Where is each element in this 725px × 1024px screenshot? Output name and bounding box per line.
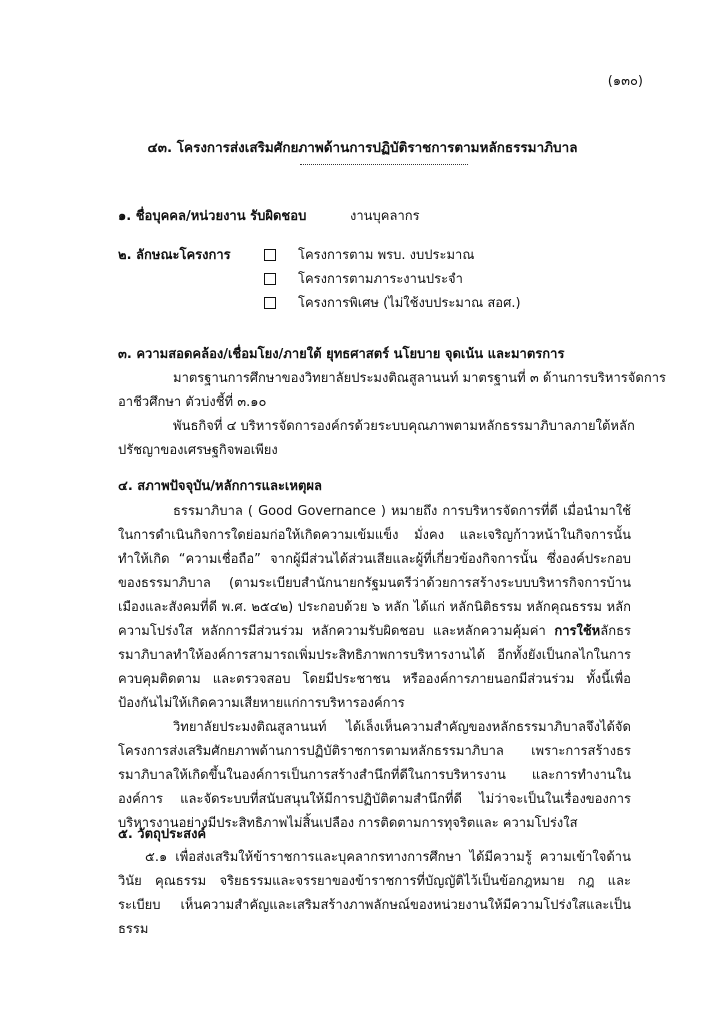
section1-value: งานบุคลากร xyxy=(350,209,420,224)
option-label: โครงการพิเศษ (ไม่ใช้งบประมาณ สอศ.) xyxy=(298,296,521,311)
section4-paragraph xyxy=(118,500,631,716)
section3-heading: ๓. ความสอดคล้อง/เชื่อมโยง/ภายใต้ ยุทธศาสตร์ นโยบาย จุดเน้น และมาตรการ xyxy=(118,347,565,362)
section5-heading: ๕. วัตถุประสงค์ xyxy=(118,827,207,842)
checkbox-icon[interactable] xyxy=(264,249,276,261)
section3-text: ปรัชญาของเศรษฐกิจพอเพียง xyxy=(118,443,278,458)
bold-text: การใช้ห xyxy=(554,624,601,639)
project-type-option[interactable] xyxy=(264,268,463,289)
section3-text: มาตรฐานการศึกษาของวิทยาลัยประมงติณสูลานนท์ มาตรฐานที่ ๓ ด้านการบริหารจัดการ xyxy=(173,371,666,386)
section4-paragraph: วิทยาลัยประมงติณสูลานนท์ ได้เล็งเห็นความสำคัญของหลักธรรมาภิบาลจึงได้จัดโครงการส่งเสริมศักยภาพด้านการปฏิบัติราชการตามหลักธรรมาภิบาล เพราะการสร้างธรรมาภิบาลให้เกิดขึ้นในองค์การเป็นการสร้างสำนึกที่ดีในการบริหารงาน และการทำงานในองค์การ และจัดระบบที่สนับสนุนให้มีการปฏิบัติตามสำนึกที่ดี ไม่ว่าจะเป็นในเรื่องของการบริหารงานอย่างมีประสิทธิภาพไม่สิ้นเปลือง การติดตามการทุจริตและ ความโปร่งใส xyxy=(118,720,631,831)
document-title: ๔๓. โครงการส่งเสริมศักยภาพด้านการปฏิบัติราชการตามหลักธรรมาภิบาล xyxy=(147,140,578,156)
section3-text: พันธกิจที่ ๔ บริหารจัดการองค์กรด้วยระบบคุณภาพตามหลักธรรมาภิบาลภายใต้หลัก xyxy=(173,419,635,434)
section2-label: ๒. ลักษณะโครงการ xyxy=(118,248,231,263)
section3-text: อาชีวศึกษา ตัวบ่งชี้ที่ ๓.๑๐ xyxy=(118,395,267,410)
option-label: โครงการตามภาระงานประจำ xyxy=(298,272,463,287)
checkbox-icon[interactable] xyxy=(264,297,276,309)
option-label: โครงการตาม พรบ. งบประมาณ xyxy=(298,248,475,263)
paragraph-text: ธรรมาภิบาล ( Good Governance ) หมายถึง การบริหารจัดการที่ดี เมื่อนำมาใช้ในการดำเนินกิจการใดย่อมก่อให้เกิดความเข้มแข็ง มั่งคง และเจริญก้าวหน้าในกิจการนั้น ทำให้เกิด “ความเชื่อถือ” จากผู้มีส่วนได้ส่วนเสียและผู้ที่เกี่ยวข้องกิจการนั้น ซึ่งองค์ประกอบของธรรมาภิบาล (ตามระเบียบสำนักนายกรัฐมนตรีว่าด้วยการสร้างระบบบริหารกิจการบ้านเมืองและสังคมที่ดี พ.ศ. ๒๕๔๒) ประกอบด้วย ๖ หลัก ได้แก่ หลักนิติธรรม หลักคุณธรรม หลักความโปร่งใส หลักการมีส่วนร่วม หลักความรับผิดชอบ และหลักความคุ้มค่า xyxy=(118,504,631,639)
project-type-option[interactable] xyxy=(264,292,521,313)
page-number: (๑๓๐) xyxy=(607,74,643,89)
paragraph-text: ลักธรรมาภิบาลทำให้องค์การสามารถเพิ่มประสิทธิภาพการบริหารงานได้ อีกทั้งยังเป็นกลไกในการควบคุมติดตาม และตรวจสอบ โดยมีประชาชน หรือองค์การภายนอกมีส่วนร่วม ทั้งนี้เพื่อป้องกันไม่ให้เกิดความเสียหายแก่การบริหารองค์การ xyxy=(118,624,631,711)
section1-label: ๑. ชื่อบุคคล/หน่วยงาน รับผิดชอบ xyxy=(118,209,307,224)
checkbox-icon[interactable] xyxy=(264,273,276,285)
section4-heading: ๔. สภาพปัจจุบัน/หลักการและเหตุผล xyxy=(118,479,322,494)
title-underline-dots xyxy=(300,163,468,165)
section5-paragraph: ๕.๑ เพื่อส่งเสริมให้ข้าราชการและบุคลากรทางการศึกษา ได้มีความรู้ ความเข้าใจด้านวินัย คุณธรรม จริยธรรมและจรรยาของข้าราชการที่บัญญัติไว้เป็นข้อกฎหมาย กฎ และระเบียบ เห็นความสำคัญและเสริมสร้างภาพลักษณ์ของหน่วยงานให้มีความโปร่งใสและเป็นธรรม xyxy=(118,850,631,937)
project-type-option[interactable] xyxy=(264,244,474,265)
